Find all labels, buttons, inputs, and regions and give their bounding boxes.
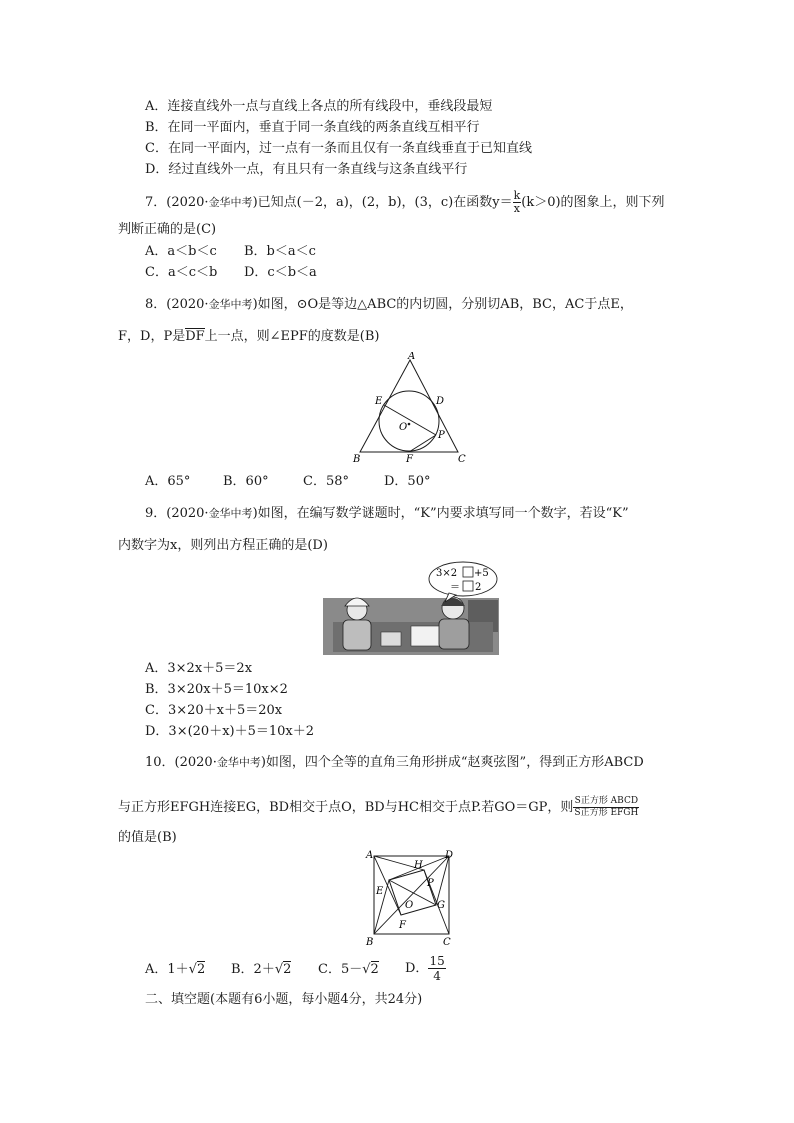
q10-label-a: A — [366, 850, 374, 861]
q8-label-p: P — [438, 430, 445, 441]
q10-option-a-radicand: 2 — [196, 962, 206, 977]
q10-option-c-radicand: 2 — [370, 962, 379, 977]
q8-stem-text-a: )如图，⊙O是等边△ABC的内切圆，分别切AB，BC，AC于点E， — [252, 297, 633, 312]
q7-option-c: C．a＜c＜b — [145, 265, 218, 280]
q7-number: 7．(2020· — [145, 195, 209, 210]
q9-stem — [145, 506, 629, 522]
section-2-heading: 二、填空题(本题有6小题，每小题4分，共24分) — [145, 992, 423, 1007]
q7-stem-line2: 判断正确的是(C) — [118, 222, 217, 237]
q8-option-d: D．50° — [384, 474, 431, 489]
q10-option-b-radicand: 2 — [283, 962, 292, 977]
q9-stem-text-a: )如图，在编写数学谜题时，“K”内要求填写同一个数字，若设“K” — [252, 506, 629, 521]
q8-arc-df: DF — [185, 329, 205, 344]
q7-frac-num: k — [513, 189, 521, 202]
q8-stem-text-b2: 上一点，则∠EPF的度数是(B) — [204, 329, 380, 344]
q7-source: 金华中考 — [208, 197, 253, 209]
q7-stem — [145, 190, 665, 215]
q10-label-b: B — [366, 937, 374, 948]
q8-label-a: A — [408, 352, 416, 362]
q9-option-d: D．3×(20＋x)＋5＝10x＋2 — [145, 724, 315, 739]
q8-line-ep — [384, 405, 436, 435]
q10-source: 金华中考 — [216, 757, 261, 769]
q10-option-d-num: 15 — [429, 954, 445, 968]
q8-stem-text-b1: F，D，P是 — [118, 329, 186, 344]
q8-stem-line2 — [118, 329, 380, 345]
q8-label-o: O — [399, 422, 408, 433]
q7-fraction — [513, 190, 522, 215]
q7-option-b: B．b＜a＜c — [244, 244, 316, 259]
q8-triangle-figure — [350, 352, 470, 464]
q10-label-c: C — [443, 937, 451, 948]
q10-label-e: E — [376, 886, 384, 897]
q8-number: 8．(2020· — [145, 297, 209, 312]
q8-option-b: B．60° — [223, 474, 269, 489]
q7-frac-den: x — [513, 202, 521, 215]
q8-line-pf — [409, 435, 436, 452]
q10-option-d-text: D． — [405, 961, 429, 976]
q8-label-b: B — [353, 454, 361, 464]
q10-option-c-text: C．5－ — [318, 962, 363, 977]
q8-source: 金华中考 — [208, 299, 253, 311]
q10-option-d — [405, 954, 446, 983]
q10-option-b-radical: √2 — [274, 962, 292, 977]
q8-center-dot — [408, 423, 411, 426]
q10-option-a-radical: √2 — [188, 962, 206, 977]
q9-option-a: A．3×2x＋5＝2x — [145, 661, 253, 676]
q9-bubble-line2: ＝ — [450, 582, 460, 593]
q8-option-a: A．65° — [145, 474, 191, 489]
q9-illustration — [323, 560, 499, 655]
q8-stem — [145, 297, 633, 313]
q9-source: 金华中考 — [208, 508, 253, 520]
q7-option-d: D．c＜b＜a — [244, 265, 317, 280]
q10-label-g: G — [437, 900, 445, 911]
q8-label-d: D — [436, 396, 445, 407]
q7-option-a: A．a＜b＜c — [145, 244, 217, 259]
q10-option-b-text: B．2＋ — [231, 962, 275, 977]
q9-book — [381, 632, 401, 646]
q10-label-h: H — [414, 860, 423, 871]
q10-label-d: D — [445, 850, 454, 861]
q7-stem-text-a: )已知点(－2，a)，(2，b)，(3，c)在函数y＝ — [252, 195, 513, 210]
q9-number: 9．(2020· — [145, 506, 209, 521]
q9-student-right-body — [439, 619, 469, 649]
q8-label-f: F — [406, 454, 413, 464]
q9-bubble-line1: 3×2 — [436, 568, 458, 579]
q10-option-b — [231, 962, 291, 978]
q10-label-f: F — [399, 920, 406, 931]
q10-label-o: O — [405, 900, 414, 911]
q6-option-d: D．经过直线外一点，有且只有一条直线与这条直线平行 — [145, 162, 468, 177]
q10-area-ratio — [573, 796, 639, 819]
q8-label-c: C — [458, 454, 466, 464]
q10-stem-line2 — [118, 796, 639, 819]
q10-label-p: P — [427, 878, 434, 889]
q9-stem-line2: 内数字为x，则列出方程正确的是(D) — [118, 538, 328, 553]
q10-option-c — [318, 962, 379, 978]
q9-student-left-body — [343, 620, 371, 650]
q10-option-d-fraction — [428, 954, 445, 983]
q9-paper — [411, 626, 441, 646]
q7-stem-text-b: (k＞0)的图象上，则下列 — [521, 195, 665, 210]
q9-bubble-line1b: +5 — [474, 568, 489, 579]
q6-option-c: C．在同一平面内，过一点有一条而且仅有一条直线垂直于已知直线 — [145, 141, 532, 156]
q10-ratio-num: S正方形 ABCD — [574, 796, 639, 806]
q9-bubble-line2b: 2 — [475, 582, 482, 593]
q10-option-c-radical: √2 — [362, 962, 379, 977]
q9-option-b: B．3×20x＋5＝10x×2 — [145, 682, 288, 697]
q9-option-c: C．3×20＋x＋5＝20x — [145, 703, 283, 718]
q10-stem-text-b: 与正方形EFGH连接EG，BD相交于点O，BD与HC相交于点P.若GO＝GP，则 — [118, 800, 574, 815]
q10-option-a — [145, 962, 205, 978]
q10-square-figure — [362, 848, 462, 948]
q10-ratio-den: S正方形 EFGH — [574, 808, 639, 818]
q8-incircle — [379, 391, 439, 451]
q8-label-e: E — [375, 396, 383, 407]
q10-stem-line3: 的值是(B) — [118, 830, 177, 845]
q8-option-c: C．58° — [303, 474, 349, 489]
q10-number: 10．(2020· — [145, 755, 217, 770]
q10-stem — [145, 755, 644, 771]
q6-option-a: A．连接直线外一点与直线上各点的所有线段中，垂线段最短 — [145, 99, 493, 114]
q10-stem-text-a: )如图，四个全等的直角三角形拼成“赵爽弦图”，得到正方形ABCD — [260, 755, 644, 770]
q6-option-b: B．在同一平面内，垂直于同一条直线的两条直线互相平行 — [145, 120, 480, 135]
q10-option-a-text: A．1＋ — [145, 962, 189, 977]
q10-option-d-den: 4 — [433, 969, 441, 983]
